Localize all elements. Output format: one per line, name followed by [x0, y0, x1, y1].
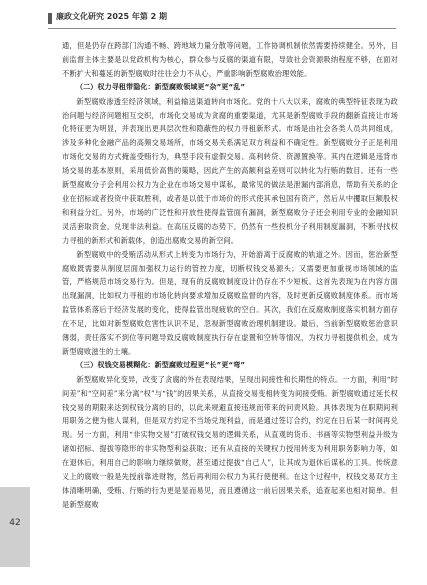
section-heading-2: （二）权力寻租带隐化：新型腐败领域更“杂”更“乱” [76, 82, 246, 91]
paragraph: 新型腐败渗透至经济领域，利益输送渠道转向市场化。党的十八大以来，腐败的典型特征表现为政治问题与经济问题相互交织，市场化交易成为贪腐的重要渠道，尤其是新型腐败手段的翻新直接让市场化特征更为明显，并表现出更具层次性和隐蔽性的权力寻租新形式。市场是由社会各类人员共同组成，涉及多种化金融产品的高频交易场所，市场交易关系满足双方利益和不确定性。新型腐败分子正是利用市场化交易的方式掩盖受贿行为，典型手段有虚假交易、高利转贷、资源置换等。其内在逻辑是违背市场交易的基本原则，采用低价高售的策略，因此产生的高额利益差则可以转化为行贿的数目。还有一些新型腐败分子会利用公权力为企业在市场交易中谋私，最常见的做法是泄漏内部消息，帮助有关系的企业在招标或者投资中获取胜利，或者是以低于市场价的形式使其承包国有资产，然后从中攫取巨额股权和利益分红。另外，市场的广泛性和开放性使得监管面有漏洞，新型腐败分子还会利用专业的金融知识灵活套取资金，兑现非法利益。在高压反腐的态势下，仍然有一些投机分子利用制度漏洞，不断寻找权力寻租的新形式和新载体，创造出腐败交易的新空间。 [62, 96, 398, 245]
article-body [62, 39, 398, 512]
section-heading-3: （三）权钱交易模糊化：新型腐败过程更“长”更“弯” [76, 360, 246, 369]
page-header [0, 0, 427, 28]
paragraph: 新型腐败异化变异，改变了贪腐的外在表现结果，呈现出间接性和长期性的特点。一方面，利用“时间差”和“空间差”来分离“权”与“钱”的因果关系，从直接交易变相转变为间接受贿。新型腐败通过延长权钱交易的期限来达到权钱分离的目的，以此来规避直接违规而带来的问责风险。具体表现为在职期间利用职务之便为他人谋利，但是双方约定不当场兑现利益，而是通过签订合约，约定在日后某一时间再兑现。另一方面，利用“非实物交易”打破权钱交易的逻辑关系，从直观的货币、书画等实物型利益升级为诸如招标、提拔等隐形的非实物型利益获取；还有从直接的关键权力授用转变为利用职务影响力等，如在退休后，利用自己的影响力继续做财，甚至通过提拔“自己人”，让其成为退休后谋私的工具。传统意义上的腐败一般是先授前靠进财物，然后再利用公权力为其行使便利。在这个过程中，权钱交易双方主体清晰明确，受贿、行贿的行为更是显而易见，而且遵循这一前后因果关系，追查起来也相对简单。但是新型腐败 [62, 374, 398, 509]
header-rule [48, 28, 396, 29]
journal-title: 廉政文化研究 2025 年第 2 期 [56, 12, 167, 21]
paragraph-continuation: 通，但是仍存在跨部门沟通不畅、跨地域力量分散等问题，工作协调机制依然需要持续健全。另外，目前监督主体主要是以党政机构为核心，群众参与反腐的渠道有限，导致社会资源吸纳程度不够，在面对不断扩大和蔓延的新型腐败时往往会力不从心，严重影响新型腐败治理效能。 [62, 41, 398, 78]
paragraph: 新型腐败中的受贿活动从形式上转变为市场行为，开始游离于反腐败的轨道之外。因而，惩治新型腐败既需要从制度层面加强权力运行的管控力度，切断权钱交易源头；又需要更加重视市场领域的监管，严格规范市场交易行为。但是，现有的反腐败制度设计仍存在不少短板。这首先表现为在内容方面出现漏洞，比如权力寻租的市场化转向要求增加反腐败监督的内容，及时更新反腐败制度体系。而市场监管体系落后于经济发展的变化，使得监管出现疲软的空白。其次，我们在反腐败制度落实机制方面存在不足，比如对新型腐败危害性认识不足，忽视新型腐败治理机制建设。最后，当前新型腐败惩治意识薄弱，责任落实不到位等问题导致反腐败制度执行存在虚置和空转等情况，为权力寻租提供机会，成为新型腐败滋生的土壤。 [62, 249, 398, 356]
page-number: 42 [9, 518, 21, 528]
header-marker [48, 13, 52, 24]
